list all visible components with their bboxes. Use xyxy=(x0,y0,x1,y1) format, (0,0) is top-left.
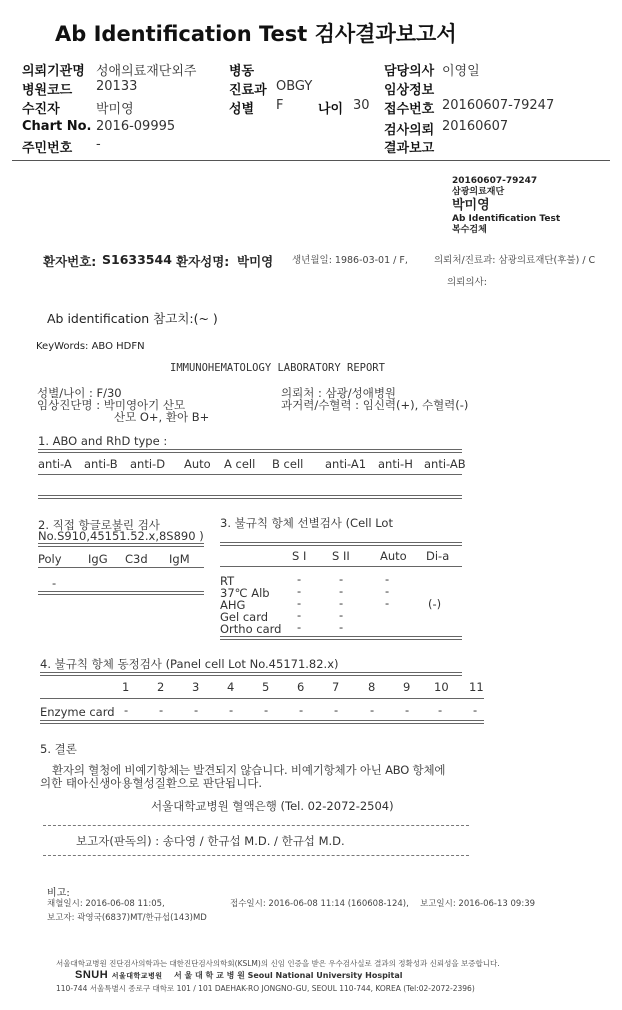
sec3-cell: - xyxy=(339,608,344,622)
sec4-col: 8 xyxy=(368,680,376,694)
patient-no-label: 환자번호: xyxy=(43,254,97,269)
hospital-code-value: 20133 xyxy=(96,79,138,94)
sec1-col: B cell xyxy=(272,457,304,471)
doctor-value: 이영일 xyxy=(442,64,480,79)
sec2-value: - xyxy=(52,576,57,590)
diagnosis-2: 산모 O+, 환아 B+ xyxy=(114,410,210,424)
snuh-logo-text: SNUH xyxy=(75,969,109,981)
sec3-rule-top xyxy=(220,542,462,546)
sec4-cell: - xyxy=(229,703,234,717)
sec4-cell: - xyxy=(124,703,129,717)
sec4-rule-top xyxy=(40,672,462,676)
top-institution: 삼광의료재단 xyxy=(452,187,505,197)
lab-report-title: IMMUNOHEMATOLOGY LABORATORY REPORT xyxy=(170,362,385,374)
ab-reference: Ab identification 참고치:(~ ) xyxy=(47,311,218,326)
conclusion-line-2: 의한 태아신생아용혈성질환으로 판단됩니다. xyxy=(40,776,263,790)
sec3-rule-mid xyxy=(220,566,462,567)
sec3-row-name: Ortho card xyxy=(220,622,282,636)
sec3-col: S II xyxy=(332,549,350,563)
request-label: 검사의뢰 xyxy=(384,123,435,138)
top-right-label xyxy=(452,176,560,236)
sec3-cell: - xyxy=(297,572,302,586)
snuh-logo xyxy=(75,969,163,981)
reporter-rule-bottom xyxy=(43,855,469,856)
sec4-col: 11 xyxy=(469,680,484,694)
chart-value: 2016-09995 xyxy=(96,119,176,134)
ward-label: 병동 xyxy=(229,64,255,79)
sec4-col: 3 xyxy=(192,680,200,694)
sec3-col: S I xyxy=(292,549,307,563)
sec3-cell: - xyxy=(297,596,302,610)
referral-info: 의뢰처/진료과: 삼광의료재단(후불) / C xyxy=(434,255,596,266)
sec3-col: Di-a xyxy=(426,549,450,563)
sec1-rule-mid xyxy=(38,474,462,475)
institution-value: 성애의료재단외주 xyxy=(96,64,197,79)
sec2-col: IgG xyxy=(88,552,108,566)
sec3-col: Auto xyxy=(380,549,407,563)
sex-value: F xyxy=(276,98,284,113)
receipt-label: 접수번호 xyxy=(384,102,435,117)
hospital-code-label: 병원코드 xyxy=(22,83,73,98)
sex-label: 성별 xyxy=(229,102,255,117)
birth-info: 생년월일: 1986-03-01 / F, xyxy=(292,255,408,266)
clinical-info-label: 임상정보 xyxy=(384,83,435,98)
sec3-cell: - xyxy=(385,572,390,586)
sec3-cell: - xyxy=(339,596,344,610)
sex-age: 성별/나이 : F/30 xyxy=(37,386,122,400)
report-label: 결과보고 xyxy=(384,141,435,156)
sec1-col: anti-H xyxy=(378,457,413,471)
address: 110-744 서울특별시 종로구 대학로 101 / 101 DAEHAK-RO JONGNO-GU, SEOUL 110-744, KOREA (Tel:02-2072-2396) xyxy=(56,984,475,993)
sec2-title: 2. 직접 항글로불린 검사 xyxy=(38,518,160,532)
diagnosis: 임상진단명 : 박미영아기 산모 xyxy=(37,398,186,412)
referrer: 의뢰처 : 삼광/성애병원 xyxy=(281,386,397,400)
rrn-label: 주민번호 xyxy=(22,141,73,156)
sec4-col: 2 xyxy=(157,680,165,694)
rrn-value: - xyxy=(96,137,101,152)
report-date: 보고일시: 2016-06-13 09:39 xyxy=(420,899,536,909)
reporter: 보고자(판독의) : 송다영 / 한규섭 M.D. / 한규섭 M.D. xyxy=(76,834,345,848)
sec1-rule-top xyxy=(38,449,462,453)
request-value: 20160607 xyxy=(442,119,509,134)
sec4-col: 6 xyxy=(297,680,305,694)
sec3-cell: - xyxy=(297,620,302,634)
sec3-cell: - xyxy=(339,572,344,586)
patient-label: 수진자 xyxy=(22,102,60,117)
sec4-col: 10 xyxy=(434,680,449,694)
sec2-rule-bottom xyxy=(38,591,204,595)
sec1-col: anti-B xyxy=(84,457,118,471)
top-test: Ab Identification Test xyxy=(452,214,561,224)
patient-name-label: 환자성명: xyxy=(176,254,230,269)
requesting-doctor: 의뢰의사: xyxy=(447,277,487,288)
patient-no-value: S1633544 xyxy=(102,252,172,267)
age-label: 나이 xyxy=(318,102,344,117)
institution-label: 의뢰기관명 xyxy=(22,64,85,79)
sec4-col: 5 xyxy=(262,680,270,694)
sec4-title: 4. 불규칙 항체 동정검사 (Panel cell Lot No.45171.82.x) xyxy=(40,657,339,671)
sec4-cell: - xyxy=(473,703,478,717)
sec2-rule-top xyxy=(38,543,204,547)
sec3-cell: - xyxy=(339,620,344,634)
sec5-title: 5. 결론 xyxy=(40,742,77,756)
sec1-col: A cell xyxy=(224,457,256,471)
sec3-cell: - xyxy=(339,584,344,598)
remark-label: 비고: xyxy=(47,888,70,899)
sec1-col: Auto xyxy=(184,457,211,471)
top-receipt: 20160607-79247 xyxy=(452,176,538,186)
top-patient: 박미영 xyxy=(452,198,490,213)
sec3-cell: (-) xyxy=(428,597,442,611)
sec1-col: anti-A xyxy=(38,457,72,471)
keywords: KeyWords: ABO HDFN xyxy=(36,341,145,352)
sec2-col: C3d xyxy=(125,552,148,566)
sec3-row-name: RT xyxy=(220,574,235,588)
sec3-row-name: Gel card xyxy=(220,610,269,624)
sec1-col: anti-AB xyxy=(424,457,466,471)
history: 과거력/수혈력 : 임신력(+), 수혈력(-) xyxy=(281,398,469,412)
patient-value: 박미영 xyxy=(96,102,134,117)
sec2-rule-mid xyxy=(38,567,204,568)
header-divider xyxy=(12,160,610,161)
dept-label: 진료과 xyxy=(229,83,267,98)
sec4-rule-bottom xyxy=(40,720,484,724)
sec1-title: 1. ABO and RhD type : xyxy=(38,434,168,448)
sec2-lot: No.S910,45151.52.x,8S890 ) xyxy=(38,529,204,543)
sec3-title: 3. 불규칙 항체 선별검사 (Cell Lot xyxy=(220,516,393,530)
sec3-rule-bottom xyxy=(220,636,462,640)
sec4-rule-mid xyxy=(40,698,484,699)
sec3-cell: - xyxy=(297,608,302,622)
conclusion-line-1: 환자의 혈청에 비예기항체는 발견되지 않습니다. 비예기항체가 아닌 ABO 항체에 xyxy=(52,763,446,777)
sec3-cell: - xyxy=(297,584,302,598)
sec4-cell: - xyxy=(405,703,410,717)
sec4-cell: - xyxy=(299,703,304,717)
sec4-col: 9 xyxy=(403,680,411,694)
doctor-label: 담당의사 xyxy=(384,64,435,79)
chart-label: Chart No. xyxy=(22,119,92,134)
sec4-cell: - xyxy=(264,703,269,717)
sec4-cell: - xyxy=(159,703,164,717)
sec4-col: 7 xyxy=(332,680,340,694)
sec1-col: anti-D xyxy=(130,457,166,471)
top-specimen: 복수검체 xyxy=(452,225,487,235)
sec2-col: Poly xyxy=(38,552,62,566)
sec4-cell: - xyxy=(438,703,443,717)
sec3-cell: - xyxy=(385,584,390,598)
age-value: 30 xyxy=(353,98,370,113)
receipt-value: 20160607-79247 xyxy=(442,98,555,113)
sec3-row-name: 37℃ Alb xyxy=(220,586,270,600)
sec4-cell: - xyxy=(194,703,199,717)
sec4-cell: - xyxy=(334,703,339,717)
sec3-row-name: AHG xyxy=(220,598,246,612)
sec1-col: anti-A1 xyxy=(325,457,367,471)
sec4-cell: - xyxy=(370,703,375,717)
patient-name-value: 박미영 xyxy=(237,254,274,269)
sec3-cell: - xyxy=(385,596,390,610)
certification: 서울대학교병원 진단검사의학과는 대한진단검사의학회(KSLM)의 신임 인증을 받은 우수검사실로 결과의 정확성과 신뢰성을 보증합니다. xyxy=(56,959,500,968)
sec1-rule-bottom xyxy=(38,495,462,499)
snuh-logo-sub: 서울대학교병원 xyxy=(111,973,163,980)
reporters: 보고자: 곽영국(6837)MT/한규섭(143)MD xyxy=(47,913,207,923)
sec4-col: 4 xyxy=(227,680,235,694)
dept-value: OBGY xyxy=(276,79,313,94)
collect-date: 채혈일시: 2016-06-08 11:05, xyxy=(47,899,165,909)
hospital-name: 서 울 대 학 교 병 원 Seoul National University Hospital xyxy=(174,971,403,980)
reporter-rule-top xyxy=(43,825,469,826)
sec4-col: 1 xyxy=(122,680,130,694)
sec4-row-label: Enzyme card xyxy=(40,705,115,719)
report-title: Ab Identification Test 검사결과보고서 xyxy=(55,22,457,46)
bloodbank: 서울대학교병원 혈액은행 (Tel. 02-2072-2504) xyxy=(151,799,394,813)
receive-date: 접수일시: 2016-06-08 11:14 (160608-124), xyxy=(230,899,409,909)
sec2-col: IgM xyxy=(169,552,190,566)
